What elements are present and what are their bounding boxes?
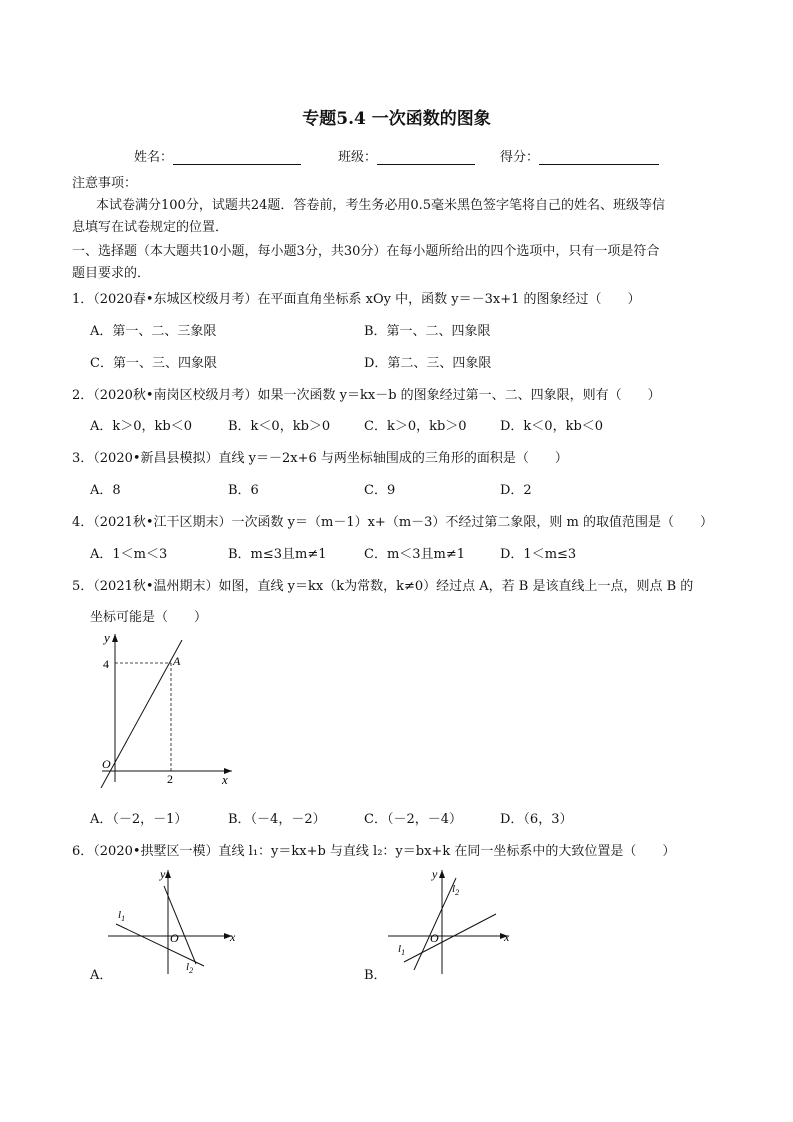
- q5-option-d[interactable]: D．（6，3）: [500, 812, 573, 827]
- q6b-y-label: y: [432, 867, 438, 881]
- q3-option-a[interactable]: A．8: [90, 483, 121, 498]
- q1-option-a[interactable]: A．第一、二、三象限: [90, 324, 217, 339]
- score-field[interactable]: [500, 146, 659, 165]
- q3-option-d[interactable]: D．2: [500, 483, 532, 498]
- q1-option-d[interactable]: D．第二、三、四象限: [364, 356, 492, 371]
- q4-option-b[interactable]: B．m≤3且m≠1: [228, 547, 327, 562]
- q6b-l1-label: $l_1$: [398, 943, 406, 957]
- q6a-origin-label: O: [170, 931, 179, 945]
- q2-option-a[interactable]: A．k＞0，kb＜0: [90, 419, 193, 434]
- q4-option-c[interactable]: C．m＜3且m≠1: [364, 547, 466, 562]
- q5-y-tick-label: 4: [103, 657, 109, 671]
- q5-point-a-label: A: [173, 654, 181, 668]
- question-5-stem: 5．（2021秋•温州期末）如图，直线 y＝kx（k为常数，k≠0）经过点 A，若 B 是该直线上一点，则点 B 的: [72, 579, 694, 594]
- q6b-x-label: x: [504, 930, 510, 944]
- q3-option-b[interactable]: B．6: [228, 483, 259, 498]
- class-label: 班级：: [338, 150, 378, 165]
- q5-x-label: x: [222, 772, 228, 787]
- question-4-stem: 4．（2021秋•江干区期末）一次函数 y＝（m－1）x+（m－3）不经过第二象限，则 m 的取值范围是（ ）: [72, 515, 714, 530]
- q2-option-b[interactable]: B．k＜0，kb＞0: [228, 419, 331, 434]
- q6-figure-a: [108, 866, 248, 976]
- q6b-line-l1: [404, 914, 496, 962]
- q6-option-a[interactable]: A．: [90, 968, 113, 983]
- q6a-l1-label: $l_1$: [118, 909, 126, 923]
- class-field[interactable]: [338, 146, 475, 165]
- question-3-stem: 3．（2020•新昌县模拟）直线 y＝－2x+6 与两坐标轴围成的三角形的面积是（ ）: [72, 451, 568, 466]
- q6a-x-label: x: [230, 930, 236, 944]
- q5-figure: [94, 628, 244, 788]
- q2-option-d[interactable]: D．k＜0，kb＜0: [500, 419, 604, 434]
- q6a-line-l2: [164, 886, 196, 964]
- q5-option-a[interactable]: A．（－2，－1）: [90, 812, 188, 827]
- page-title: 专题5.4 一次函数的图象: [302, 109, 491, 129]
- score-blank[interactable]: [539, 150, 659, 165]
- q6b-line-l2: [414, 878, 456, 970]
- q1-option-c[interactable]: C．第一、三、四象限: [90, 356, 217, 371]
- q6a-y-label: y: [160, 867, 166, 881]
- section-heading: 一、选择题（本大题共10小题，每小题3分，共30分）在每小题所给出的四个选项中，只有一项是符合: [72, 244, 660, 259]
- question-6-stem: 6．（2020•拱墅区一模）直线 l₁：y＝kx+b 与直线 l₂：y＝bx+k 在同一坐标系中的大致位置是（ ）: [72, 844, 676, 859]
- q4-option-a[interactable]: A．1＜m＜3: [90, 547, 168, 562]
- score-label: 得分：: [500, 150, 540, 165]
- q5-y-arrow-icon: [112, 634, 118, 642]
- question-2-stem: 2．（2020秋•南岗区校级月考）如果一次函数 y＝kx－b 的图象经过第一、二、四象限，则有（ ）: [72, 388, 661, 403]
- name-label: 姓名：: [134, 150, 174, 165]
- q5-origin-label: O: [102, 757, 111, 771]
- q4-option-d[interactable]: D．1＜m≤3: [500, 547, 577, 562]
- q6-option-b[interactable]: B．: [364, 968, 387, 983]
- q5-option-b[interactable]: B．（－4，－2）: [228, 812, 326, 827]
- q5-line-ykx: [101, 640, 182, 788]
- name-blank[interactable]: [173, 150, 301, 165]
- q5-option-c[interactable]: C．（－2，－4）: [364, 812, 462, 827]
- q6b-origin-label: O: [430, 931, 439, 945]
- q6a-line-l1: [116, 924, 204, 966]
- q2-option-c[interactable]: C．k＞0，kb＞0: [364, 419, 467, 434]
- question-1-stem: 1．（2020春•东城区校级月考）在平面直角坐标系 xOy 中，函数 y＝－3x+1 的图象经过（ ）: [72, 292, 641, 307]
- notice-line2: 息填写在试卷规定的位置．: [72, 220, 229, 235]
- q1-option-b[interactable]: B．第一、二、四象限: [364, 324, 491, 339]
- q6-figure-b: [384, 866, 524, 976]
- q6b-l2-label: $l_2$: [452, 883, 460, 897]
- name-field[interactable]: [134, 146, 301, 165]
- notice-line1: 本试卷满分100分，试题共24题．答卷前，考生务必用0.5毫米黑色签字笔将自己的姓名、班级等信: [96, 198, 666, 213]
- q5-x-tick-label: 2: [167, 772, 173, 786]
- notice-heading: 注意事项：: [72, 176, 138, 191]
- q5-y-label: y: [104, 630, 110, 645]
- q3-option-c[interactable]: C．9: [364, 483, 396, 498]
- section-heading-cont: 题目要求的．: [72, 266, 151, 281]
- class-blank[interactable]: [377, 150, 475, 165]
- q6a-y-arrow-icon: [165, 870, 171, 878]
- q6b-y-arrow-icon: [439, 870, 445, 878]
- question-5-stem-cont: 坐标可能是（ ）: [90, 610, 208, 625]
- q6a-l2-label: $l_2$: [186, 961, 194, 975]
